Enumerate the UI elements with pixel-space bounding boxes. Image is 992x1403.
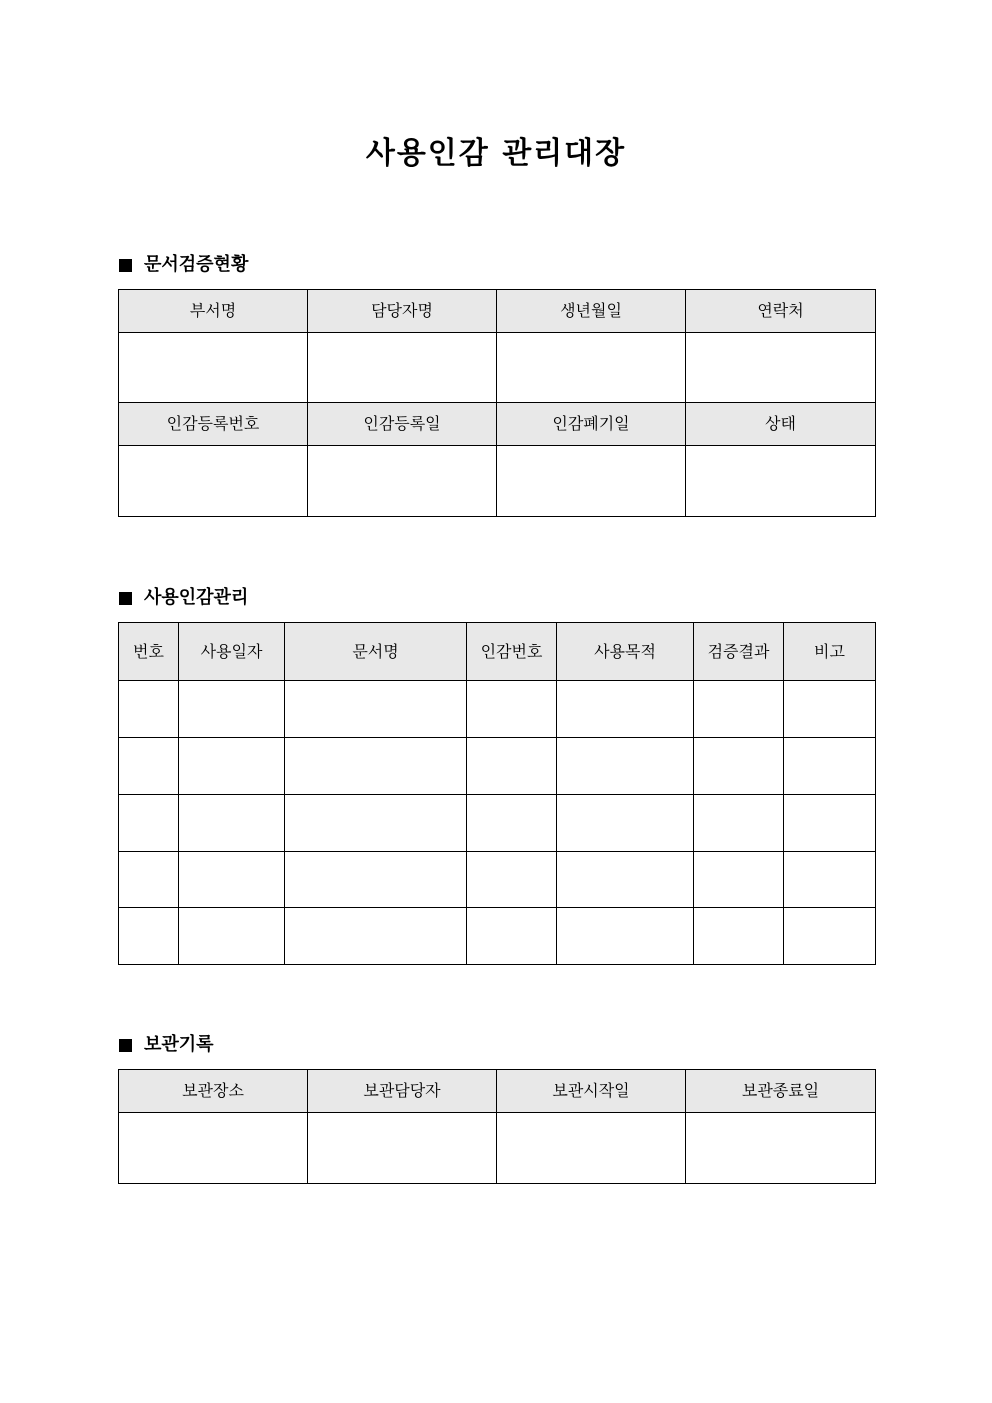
cell[interactable] [285, 908, 467, 965]
section-title-text: 보관기록 [144, 1034, 214, 1055]
header-contact: 연락처 [686, 290, 876, 333]
input-row [119, 333, 876, 403]
cell[interactable] [467, 852, 557, 908]
header-birth-date: 생년월일 [497, 290, 686, 333]
cell[interactable] [784, 908, 876, 965]
header-manager-name: 담당자명 [308, 290, 497, 333]
cell[interactable] [179, 908, 285, 965]
cell[interactable] [467, 908, 557, 965]
cell[interactable] [467, 738, 557, 795]
cell-manager-name[interactable] [308, 333, 497, 403]
cell[interactable] [119, 681, 179, 738]
cell[interactable] [784, 681, 876, 738]
header-row [119, 1070, 876, 1113]
table-row [119, 795, 876, 852]
input-row [119, 446, 876, 517]
table-row [119, 681, 876, 738]
cell[interactable] [557, 738, 694, 795]
usage-table [118, 622, 876, 965]
header-seal-reg-number: 인감등록번호 [119, 403, 308, 446]
cell[interactable] [179, 681, 285, 738]
cell-birth-date[interactable] [497, 333, 686, 403]
header-seal-reg-date: 인감등록일 [308, 403, 497, 446]
cell[interactable] [694, 852, 784, 908]
cell-status[interactable] [686, 446, 876, 517]
header-seal-disposal-date: 인감폐기일 [497, 403, 686, 446]
header-storage-end-date: 보관종료일 [686, 1070, 876, 1113]
cell[interactable] [694, 738, 784, 795]
cell[interactable] [557, 908, 694, 965]
header-row [119, 290, 876, 333]
cell-seal-reg-number[interactable] [119, 446, 308, 517]
verification-table [118, 289, 876, 517]
storage-table [118, 1069, 876, 1184]
cell[interactable] [179, 795, 285, 852]
cell[interactable] [557, 681, 694, 738]
header-purpose: 사용목적 [557, 623, 694, 681]
section-title-usage [119, 585, 248, 611]
cell[interactable] [784, 738, 876, 795]
header-document-name: 문서명 [285, 623, 467, 681]
cell[interactable] [285, 852, 467, 908]
header-storage-start-date: 보관시작일 [497, 1070, 686, 1113]
header-row [119, 623, 876, 681]
header-status: 상태 [686, 403, 876, 446]
cell[interactable] [557, 795, 694, 852]
square-bullet-icon [119, 259, 132, 272]
cell-seal-reg-date[interactable] [308, 446, 497, 517]
section-title-text: 문서검증현황 [144, 254, 249, 275]
cell[interactable] [285, 795, 467, 852]
cell[interactable] [694, 908, 784, 965]
cell-storage-end-date[interactable] [686, 1113, 876, 1184]
cell[interactable] [119, 795, 179, 852]
section-title-storage [119, 1032, 214, 1058]
cell[interactable] [467, 681, 557, 738]
cell[interactable] [285, 738, 467, 795]
cell-dept-name[interactable] [119, 333, 308, 403]
section-title-verification [119, 252, 248, 278]
header-dept-name: 부서명 [119, 290, 308, 333]
header-verification-result: 검증결과 [694, 623, 784, 681]
header-number: 번호 [119, 623, 179, 681]
cell[interactable] [557, 852, 694, 908]
header-usage-date: 사용일자 [179, 623, 285, 681]
cell-storage-start-date[interactable] [497, 1113, 686, 1184]
cell-seal-disposal-date[interactable] [497, 446, 686, 517]
section-title-text: 사용인감관리 [144, 587, 249, 608]
input-row [119, 1113, 876, 1184]
cell[interactable] [784, 795, 876, 852]
page-title: 사용인감 관리대장 [365, 136, 627, 171]
cell[interactable] [467, 795, 557, 852]
header-remarks: 비고 [784, 623, 876, 681]
cell-contact[interactable] [686, 333, 876, 403]
cell[interactable] [119, 738, 179, 795]
square-bullet-icon [119, 592, 132, 605]
cell[interactable] [694, 681, 784, 738]
cell[interactable] [784, 852, 876, 908]
cell[interactable] [179, 738, 285, 795]
cell[interactable] [179, 852, 285, 908]
header-row [119, 403, 876, 446]
cell-storage-manager[interactable] [308, 1113, 497, 1184]
cell[interactable] [119, 908, 179, 965]
table-row [119, 852, 876, 908]
square-bullet-icon [119, 1039, 132, 1052]
cell[interactable] [285, 681, 467, 738]
header-seal-number: 인감번호 [467, 623, 557, 681]
cell[interactable] [119, 852, 179, 908]
cell[interactable] [694, 795, 784, 852]
cell-storage-location[interactable] [119, 1113, 308, 1184]
header-storage-location: 보관장소 [119, 1070, 308, 1113]
table-row [119, 908, 876, 965]
header-storage-manager: 보관담당자 [308, 1070, 497, 1113]
table-row [119, 738, 876, 795]
